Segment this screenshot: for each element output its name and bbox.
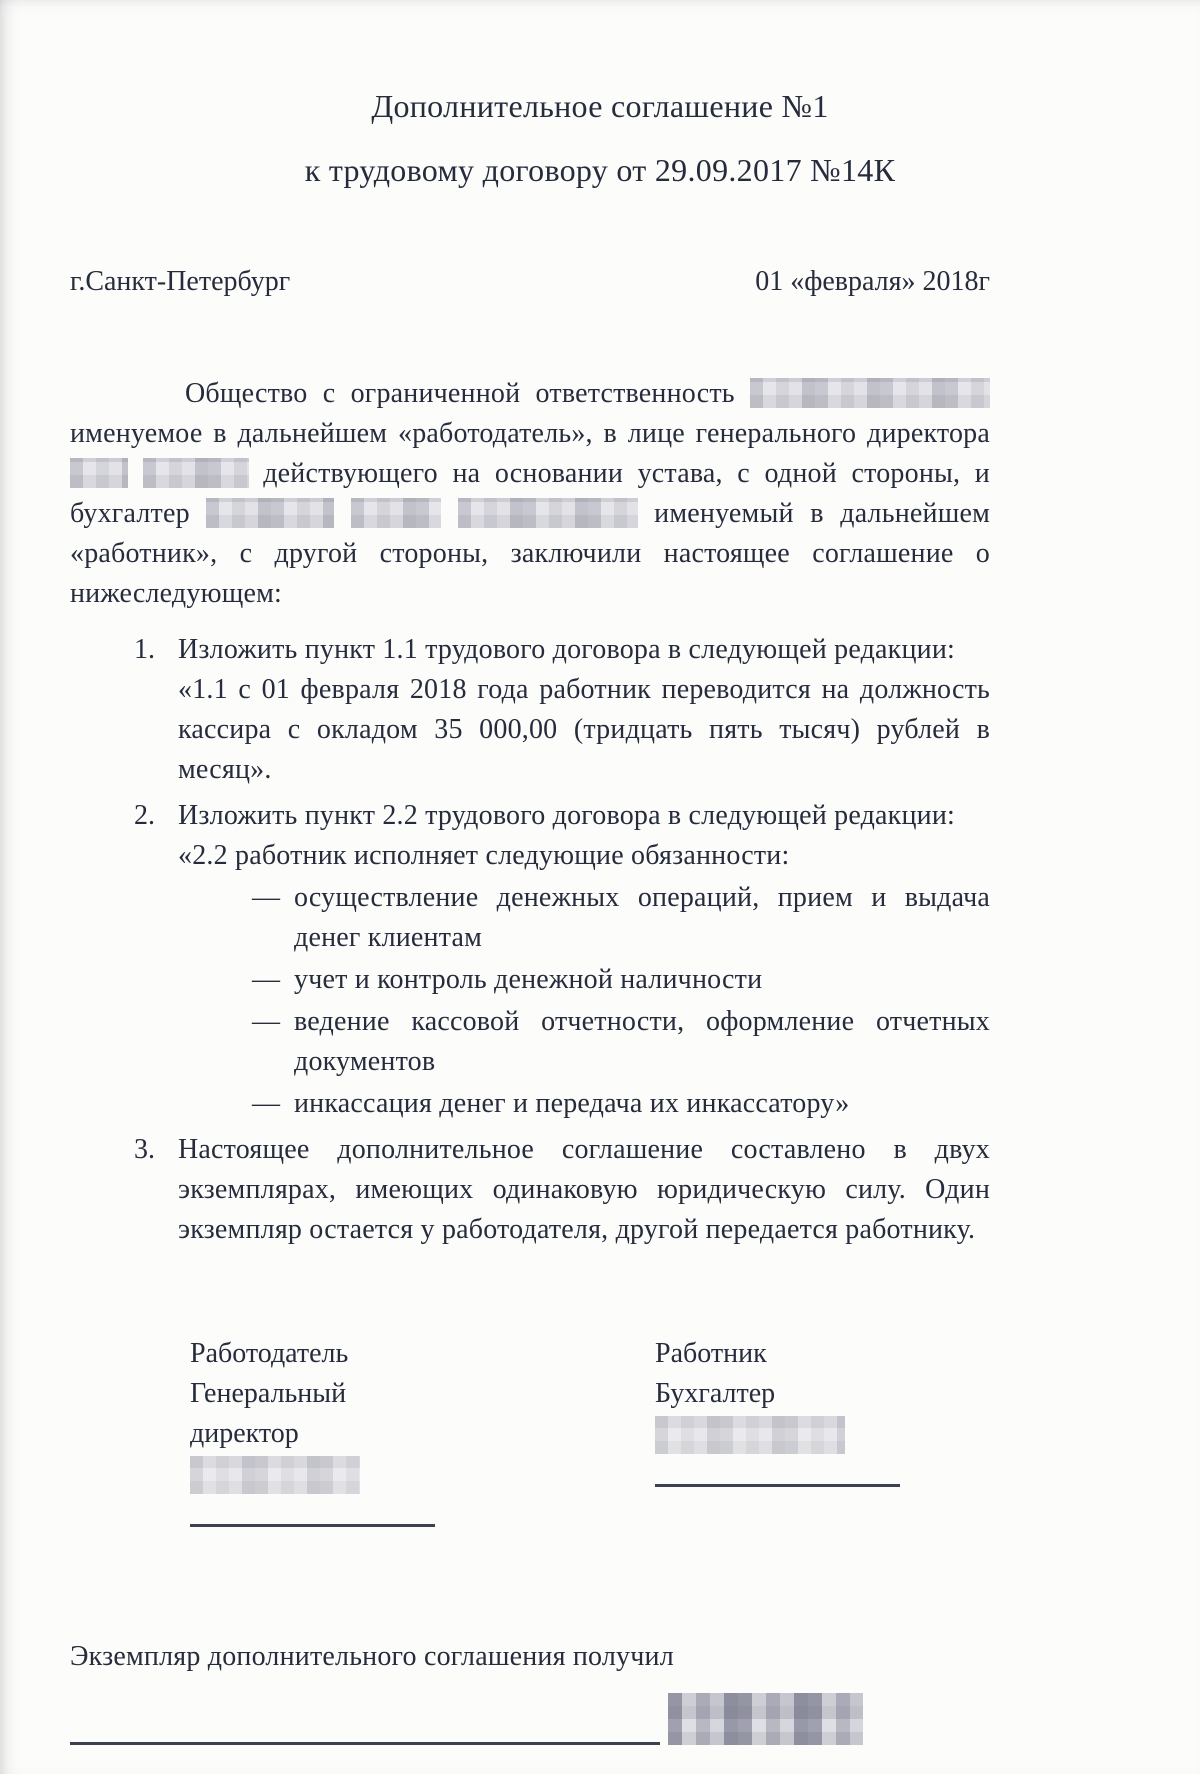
duty-dash: — <box>252 882 280 913</box>
clause-list <box>70 630 990 1250</box>
duty-text: осуществление денежных операций, прием и выдача денег клиентам <box>294 882 990 953</box>
employer-signature-line <box>190 1524 435 1527</box>
doc-city: г.Санкт-Петербург <box>70 266 291 297</box>
clause-label: Изложить пункт 2.2 трудового договора в следующей редакции: <box>178 800 956 831</box>
signature-block <box>70 1334 990 1527</box>
receipt-signature-line <box>70 1742 660 1745</box>
clause-content <box>178 630 990 790</box>
redacted-director-surname <box>143 458 249 488</box>
clause-item <box>70 796 990 1124</box>
receipt-statement: Экземпляр дополнительного соглашения получил <box>70 1641 674 1672</box>
clause-item <box>70 630 990 790</box>
place-date-row <box>70 262 990 302</box>
duty-item <box>178 1084 990 1124</box>
employer-signature-column <box>190 1334 440 1527</box>
employee-position-label: Бухгалтер <box>655 1378 776 1409</box>
employee-signature-line <box>655 1484 900 1487</box>
redacted-employer-signatory-name <box>190 1456 360 1494</box>
duty-item <box>178 878 990 958</box>
duty-list <box>178 878 990 1124</box>
duty-dash: — <box>252 964 280 995</box>
clause-item <box>70 1130 990 1250</box>
duty-text: ведение кассовой отчетности, оформление отчетных документов <box>294 1006 990 1077</box>
doc-title-line1: Дополнительное соглашение №1 <box>371 88 829 124</box>
redacted-receipt-name <box>668 1693 863 1745</box>
redacted-employee-firstname <box>351 498 441 528</box>
clause-label: Настоящее дополнительное соглашение составлено в двух экземплярах, имеющих одинаковую юридическую силу. Один экземпляр остается у работодателя, другой передается работнику. <box>178 1134 990 1245</box>
redacted-company-name <box>750 378 990 408</box>
clause-number: 2. <box>134 800 155 831</box>
intro-paragraph: Общество с ограниченной ответственность именуемое в дальнейшем «работодатель», в лице генерального директора действующего на основании устава, с одной стороны, и бухгалтер именуемый в дальнейшем «работник», с другой стороны, заключили настоящее соглашение о нижеследующем: <box>70 378 991 609</box>
clause-number: 3. <box>134 1134 155 1165</box>
duty-item <box>178 1002 990 1082</box>
duty-dash: — <box>252 1088 280 1119</box>
clause-content <box>178 1130 990 1250</box>
duty-dash: — <box>252 1006 280 1037</box>
receipt-signature-row <box>70 1693 990 1745</box>
duty-text: инкассация денег и передача их инкассатору» <box>294 1088 850 1119</box>
employer-role-label: Работодатель <box>190 1338 349 1369</box>
employer-position-label: Генеральный директор <box>190 1378 347 1449</box>
redacted-employee-surname <box>206 498 334 528</box>
doc-title-line2: к трудовому договору от 29.09.2017 №14К <box>304 152 896 188</box>
doc-date: 01 «февраля» 2018г <box>755 266 990 297</box>
clause-number: 1. <box>134 634 155 665</box>
employee-role-label: Работник <box>655 1338 767 1369</box>
redacted-director-initials <box>70 458 128 488</box>
duty-text: учет и контроль денежной наличности <box>294 964 763 995</box>
clause-label: Изложить пункт 1.1 трудового договора в следующей редакции: <box>178 634 956 665</box>
clause-content <box>178 796 990 1124</box>
redacted-employee-signatory-name <box>655 1416 845 1454</box>
employee-signature-column <box>655 1334 905 1527</box>
redacted-employee-patronymic <box>458 498 638 528</box>
clause-quote: «2.2 работник исполняет следующие обязанности: <box>178 840 790 871</box>
clause-quote: «1.1 с 01 февраля 2018 года работник переводится на должность кассира с окладом 35 000,00 (тридцать пять тысяч) рублей в месяц». <box>178 674 990 785</box>
duty-item <box>178 960 990 1000</box>
